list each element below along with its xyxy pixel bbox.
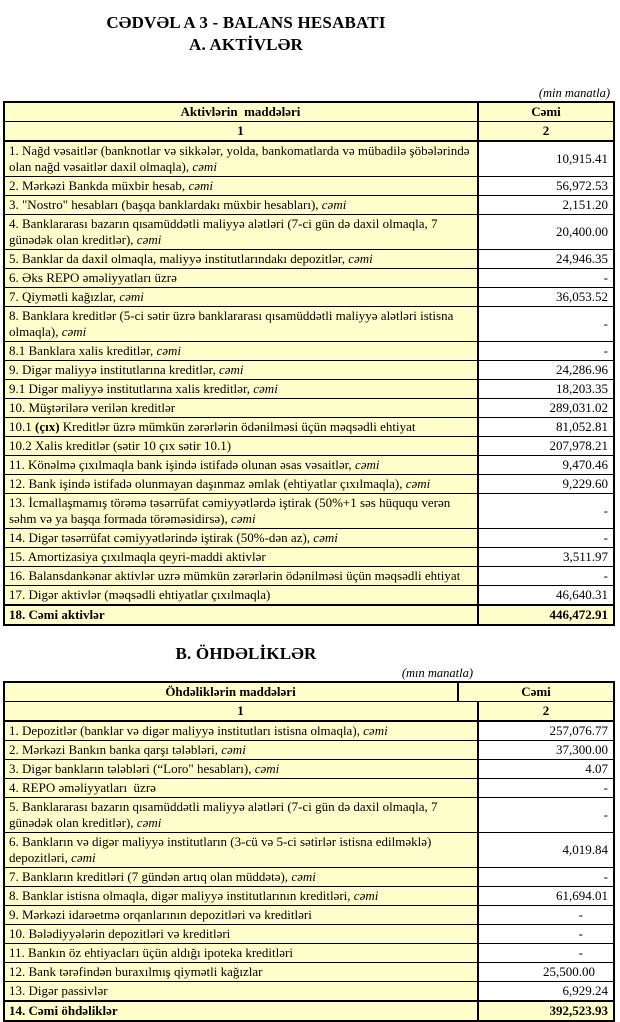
row-value: - <box>479 944 613 962</box>
row-value: 18,203.35 <box>479 380 613 398</box>
table-row <box>5 176 613 195</box>
row-label: 9.1 Digər maliyyə institutlarına xalis kreditlər, cəmi <box>5 380 479 398</box>
row-value: 10,915.41 <box>479 142 613 176</box>
section-a-title: A. AKTİVLƏR <box>189 35 303 54</box>
total-row <box>5 604 613 624</box>
row-label: 14. Digər təsərrüfat cəmiyyətlərində iştirak (50%-dən az), cəmi <box>5 529 479 547</box>
column-number-1: 1 <box>5 702 479 720</box>
table-row <box>5 455 613 474</box>
row-value: 25,500.00 <box>479 963 613 981</box>
row-label: 10.2 Xalis kreditlər (sətir 10 çıx sətir 10.1) <box>5 437 479 455</box>
row-value: - <box>479 868 613 886</box>
table-row <box>5 905 613 924</box>
table-row <box>5 474 613 493</box>
row-value: 24,286.96 <box>479 361 613 379</box>
row-value: 3,511.97 <box>479 548 613 566</box>
table-row <box>5 341 613 360</box>
unit-note: (mın manatla) <box>401 666 473 680</box>
row-label: 10. Müştərilərə verilən kreditlər <box>5 399 479 417</box>
table-row <box>5 398 613 417</box>
table-row <box>5 140 613 176</box>
row-value: - <box>479 529 613 547</box>
row-value: 207,978.21 <box>479 437 613 455</box>
row-label: 11. Bankın öz ehtiyacları üçün aldığı ipoteka kreditləri <box>5 944 479 962</box>
row-label: 7. Qiymətli kağızlar, cəmi <box>5 288 479 306</box>
row-label: 7. Bankların kreditləri (7 gündən artıq olan müddətə), cəmi <box>5 868 479 886</box>
row-label: 10.1 (çıx) Kreditlər üzrə mümkün zərərlərin ödənilməsi üçün məqsədli ehtiyat <box>5 418 479 436</box>
row-label: 8.1 Banklara xalis kreditlər, cəmi <box>5 342 479 360</box>
table-row <box>5 195 613 214</box>
table-row <box>5 740 613 759</box>
row-label: 2. Mərkəzi Bankda müxbir hesab, cəmi <box>5 177 479 195</box>
title-block <box>3 12 489 56</box>
table-row <box>5 268 613 287</box>
row-value: - <box>479 342 613 360</box>
row-value: 36,053.52 <box>479 288 613 306</box>
section-liabilities <box>3 643 615 1022</box>
row-label: 3. Digər bankların tələbləri (“Loro" hesabları), cəmi <box>5 760 479 778</box>
row-label: 13. İcmallaşmamış törəmə təsərrüfat cəmiyyətlərdə iştirak (50%+1 səs hüququ verən səhm və ya başqa formada törəməsidirsə), cəmi <box>5 494 479 528</box>
table-header-row <box>5 103 613 121</box>
table-row <box>5 867 613 886</box>
row-label: 13. Digər passivlər <box>5 982 479 1000</box>
row-label: 4. Banklararası bazarın qısamüddətli maliyyə alətləri (7-ci gün də daxil olmaqla, 7 günədək olan kreditlər), cəmi <box>5 215 479 249</box>
row-value: 2,151.20 <box>479 196 613 214</box>
row-value: 24,946.35 <box>479 250 613 268</box>
row-value: - <box>479 925 613 943</box>
table-row <box>5 566 613 585</box>
row-label: 16. Balansdankənar aktivlər uzrə mümkün zərərlərin ödənilməsi üçün məqsədli ehtiyat <box>5 567 479 585</box>
row-label: 5. Banklararası bazarın qısamüddətli maliyyə alətləri (7-ci gün də daxil olmaqla, 7 günədək olan kreditlər), cəmi <box>5 798 479 832</box>
table-row <box>5 962 613 981</box>
row-label: 8. Banklar istisna olmaqla, digər maliyyə institutlarının kreditləri, cəmi <box>5 887 479 905</box>
row-value: - <box>479 269 613 287</box>
row-label: 10. Bələdiyyələrin depozitləri və kreditləri <box>5 925 479 943</box>
row-value: 289,031.02 <box>479 399 613 417</box>
row-value: - <box>479 494 613 528</box>
row-label: 15. Amortizasiya çıxılmaqla qeyri-maddi aktivlər <box>5 548 479 566</box>
row-label: 2. Mərkəzi Bankın banka qarşı tələbləri, cəmi <box>5 741 479 759</box>
document-title: CƏDVƏL A 3 - BALANS HESABATI <box>106 13 386 32</box>
table-row <box>5 287 613 306</box>
row-value: 392,523.93 <box>479 1002 613 1020</box>
column-header-total: Cəmi <box>459 683 613 701</box>
row-value: 56,972.53 <box>479 177 613 195</box>
row-label: 6. Bankların və digər maliyyə institutların (3-cü və 5-ci sətirlər istisna edilməklə) depozitləri, cəmi <box>5 833 479 867</box>
row-value: 446,472.91 <box>479 606 613 624</box>
table-row <box>5 493 613 528</box>
table-row <box>5 943 613 962</box>
row-value: 9,470.46 <box>479 456 613 474</box>
row-value: - <box>479 779 613 797</box>
table-row <box>5 759 613 778</box>
row-value: 37,300.00 <box>479 741 613 759</box>
row-label: 1. Nağd vəsaitlər (banknotlar və sikkələr, yolda, bankomatlarda və mübadilə şöbələrində olan nağd vəsaitlər daxil olmaqla), cəmi <box>5 142 479 176</box>
row-label: 4. REPO əməliyyatları üzrə <box>5 779 479 797</box>
row-value: 4,019.84 <box>479 833 613 867</box>
column-number-2: 2 <box>479 122 613 140</box>
row-value: - <box>479 798 613 832</box>
row-value: 257,076.77 <box>479 722 613 740</box>
row-value: 46,640.31 <box>479 586 613 604</box>
row-label: 18. Cəmi aktivlər <box>5 606 479 624</box>
table-row <box>5 360 613 379</box>
table-row <box>5 214 613 249</box>
column-header-items: Aktivlərin maddələri <box>5 103 479 121</box>
row-label: 12. Bank işində istifadə olunmayan daşınmaz əmlak (ehtiyatlar çıxılmaqla), cəmi <box>5 475 479 493</box>
table-row <box>5 249 613 268</box>
row-label: 5. Banklar da daxil olmaqla, maliyyə institutlarındakı depozitlər, cəmi <box>5 250 479 268</box>
row-value: 6,929.24 <box>479 982 613 1000</box>
section-assets <box>3 86 615 626</box>
table-row <box>5 379 613 398</box>
row-value: - <box>479 307 613 341</box>
row-value: 20,400.00 <box>479 215 613 249</box>
column-number-1: 1 <box>5 122 479 140</box>
row-value: 4.07 <box>479 760 613 778</box>
row-value: 9,229.60 <box>479 475 613 493</box>
column-number-2: 2 <box>479 702 613 720</box>
table-row <box>5 924 613 943</box>
row-label: 9. Mərkəzi idarəetmə orqanlarının depozitləri və kreditləri <box>5 906 479 924</box>
table-row <box>5 981 613 1000</box>
table-row <box>5 306 613 341</box>
row-value: - <box>479 567 613 585</box>
section-title: B. ÖHDƏLİKLƏR <box>175 644 317 663</box>
table-row <box>5 778 613 797</box>
column-number-row <box>5 701 613 720</box>
row-label: 6. Əks REPO əməliyyatları üzrə <box>5 269 479 287</box>
row-value: 81,052.81 <box>479 418 613 436</box>
table-row <box>5 832 613 867</box>
table-row <box>5 797 613 832</box>
column-header-total: Cəmi <box>479 103 613 121</box>
table-row <box>5 417 613 436</box>
row-value: 61,694.01 <box>479 887 613 905</box>
column-header-items: Öhdəliklərin maddələri <box>5 683 459 701</box>
table-row <box>5 436 613 455</box>
row-label: 8. Banklara kreditlər (5-ci sətir üzrə banklararası qısamüddətli maliyyə alətləri istisna olmaqla), cəmi <box>5 307 479 341</box>
row-label: 9. Digər maliyyə institutlarına kreditlər, cəmi <box>5 361 479 379</box>
table-row <box>5 886 613 905</box>
table-row <box>5 547 613 566</box>
row-label: 12. Bank tərəfindən buraxılmış qiymətli kağızlar <box>5 963 479 981</box>
total-row <box>5 1000 613 1020</box>
tables-container <box>3 86 615 1022</box>
row-label: 11. Könəlmə çıxılmaqla bank işində istifadə olunan əsas vəsaitlər, cəmi <box>5 456 479 474</box>
unit-note: (min manatla) <box>538 86 610 100</box>
row-label: 14. Cəmi öhdəliklər <box>5 1002 479 1020</box>
table-row <box>5 585 613 604</box>
liabilities-table <box>3 681 615 1022</box>
column-number-row <box>5 121 613 140</box>
table-row <box>5 528 613 547</box>
row-label: 3. "Nostro" hesabları (başqa banklardakı müxbir hesabları), cəmi <box>5 196 479 214</box>
row-value: - <box>479 906 613 924</box>
row-label: 1. Depozitlər (banklar və digər maliyyə institutları istisna olmaqla), cəmi <box>5 722 479 740</box>
row-label: 17. Digər aktivlər (məqsədli ehtiyatlar çıxılmaqla) <box>5 586 479 604</box>
table-row <box>5 720 613 740</box>
table-header-row <box>5 683 613 701</box>
assets-table <box>3 101 615 626</box>
